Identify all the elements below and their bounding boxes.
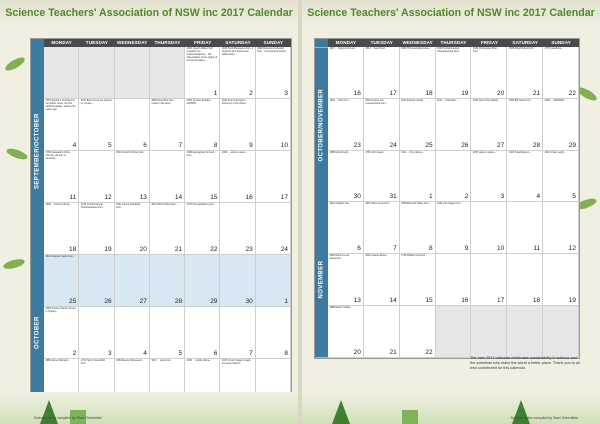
day-number: 16: [353, 89, 361, 97]
day-number: 6: [143, 142, 147, 149]
tree-icon: [40, 400, 58, 424]
day-cell: [400, 47, 436, 99]
day-cell: [471, 47, 507, 99]
day-number: 21: [532, 89, 541, 97]
day-note: [115, 47, 149, 48]
leaf-icon: [5, 146, 28, 161]
day-cell: [471, 202, 507, 254]
day-note: 1969 ... ARPANET...: [544, 98, 566, 102]
day-note: 1611 ... King James...: [401, 150, 425, 154]
day-note: 1833 Alfred Nobel born...: [151, 203, 178, 206]
day-cell: [79, 307, 114, 359]
day-number: 31: [389, 193, 397, 201]
day-note: [220, 255, 254, 256]
day-number: 4: [72, 142, 77, 149]
day-note: [44, 47, 78, 48]
day-number: 22: [425, 348, 433, 356]
day-cell: [115, 307, 150, 359]
day-cell: [328, 306, 364, 358]
day-note: [115, 99, 149, 100]
day-number: 25: [69, 298, 77, 305]
day-number: 17: [497, 297, 505, 305]
day-cell: [364, 202, 400, 254]
day-note: [150, 255, 184, 256]
day-number: 7: [393, 245, 397, 253]
day-number: 3: [500, 193, 505, 201]
tree-icon: [512, 400, 530, 424]
day-note: 1884 Eleanor Roosevelt...: [116, 359, 144, 362]
day-note: 1957 Sputnik 1 launched by the Soviet Union, the first artificial satellite, starting the space age.: [45, 99, 76, 111]
day-cell: [400, 306, 436, 358]
day-number: 3: [107, 350, 112, 357]
day-note: [364, 306, 399, 307]
day-note: 1957 Laika in space...: [472, 150, 497, 154]
day-number: 29: [210, 298, 218, 305]
day-number: 9: [464, 245, 469, 253]
day-header: SATURDAY: [220, 39, 255, 47]
day-cell: [185, 151, 220, 203]
day-cell: [543, 47, 579, 99]
day-header: TUESDAY: [79, 39, 114, 47]
day-note: [436, 151, 471, 152]
day-number: 1: [428, 193, 433, 201]
day-number: 20: [139, 246, 147, 253]
day-header: TUESDAY: [364, 39, 400, 47]
day-note: [436, 254, 471, 255]
day-number: 4: [536, 193, 541, 201]
day-note: 1889 Edwin Hubble...: [329, 306, 353, 310]
day-note: [507, 254, 542, 255]
day-cell: [150, 99, 185, 151]
day-note: [79, 151, 113, 152]
day-cell: [220, 99, 255, 151]
day-cell: [364, 306, 400, 358]
tree-icon: [332, 400, 350, 424]
day-number: 25: [425, 141, 433, 149]
day-number: 19: [461, 89, 469, 97]
day-note: 1867 Marie Curie born...: [365, 202, 392, 206]
day-cell: [44, 47, 79, 99]
day-number: 13: [139, 194, 147, 201]
day-note: [256, 359, 290, 360]
day-number: 7: [178, 142, 183, 149]
day-cell: [364, 99, 400, 151]
day-cell: [79, 203, 114, 255]
day-number: 5: [572, 193, 576, 201]
day-header: MONDAY: [44, 39, 79, 47]
day-number: 5: [178, 350, 183, 357]
day-number: 11: [69, 194, 77, 201]
day-note: 1937 ... electronic...: [151, 359, 173, 362]
day-note: [79, 47, 113, 48]
day-number: 30: [245, 298, 253, 305]
day-cell: [79, 151, 114, 203]
day-number: 11: [533, 245, 541, 253]
day-cell: [507, 99, 543, 151]
day-cell: [44, 203, 79, 255]
day-note: 1833 Alfred Nobel born...: [508, 47, 536, 50]
day-cell: [185, 203, 220, 255]
day-note: 1858 James Maxwell...: [45, 359, 70, 362]
day-cell: [328, 151, 364, 203]
day-cell: [436, 254, 472, 306]
header-corner: [31, 39, 44, 47]
day-note: 1939 ... Science Week...: [45, 203, 72, 206]
day-cell: [543, 151, 579, 203]
day-number: 8: [284, 350, 288, 357]
day-cell: [44, 151, 79, 203]
day-number: 26: [104, 298, 112, 305]
day-cell: [115, 203, 150, 255]
day-note: 1934 Carl Sagan born...: [437, 202, 463, 206]
day-number: 4: [143, 350, 147, 357]
day-cell: [256, 255, 291, 307]
day-note: 1738 William Herschel...: [401, 254, 427, 258]
day-note: 1999 ... science week...: [221, 151, 247, 154]
day-note: [185, 255, 219, 256]
leaf-icon: [2, 257, 25, 270]
day-cell: [471, 306, 507, 358]
day-note: [150, 307, 184, 308]
calendar-title: Science Teachers' Association of NSW inc 2017 Calendar: [307, 7, 595, 19]
day-number: 12: [104, 194, 112, 201]
day-number: 21: [389, 348, 397, 356]
day-note: 1795 John Keats...: [365, 150, 386, 154]
day-number: 12: [568, 245, 576, 253]
day-note: [256, 99, 290, 100]
day-header: SATURDAY: [507, 39, 543, 47]
day-note: [115, 255, 149, 256]
day-number: 15: [425, 297, 433, 305]
day-number: 17: [389, 89, 397, 97]
day-header: THURSDAY: [150, 39, 185, 47]
day-number: 28: [532, 141, 541, 149]
day-cell: [436, 151, 472, 203]
day-note: 1840 Henri Becquerel born, a physicist who discovered radioactivity...: [221, 47, 254, 56]
day-cell: [185, 47, 220, 99]
day-cell: [507, 47, 543, 99]
day-cell: [400, 202, 436, 254]
day-number: 6: [357, 245, 361, 253]
day-note: 1885 Niels Bohr born... model of the atom...: [151, 99, 176, 105]
calendar-title: Science Teachers' Association of NSW inc 2017 Calendar: [5, 7, 293, 19]
day-note: 1765 Alessandro Volta... chemist, pioneer of electricity...: [45, 151, 72, 160]
day-note: 1840 Claude Monet...: [365, 254, 389, 258]
day-number: 19: [568, 297, 576, 305]
day-note: 1811 Evariste Galois...: [401, 98, 426, 102]
day-note: 1922 Tutankhamun...: [508, 150, 532, 154]
day-cell: [256, 203, 291, 255]
day-number: 13: [353, 297, 361, 305]
day-number: 7: [249, 350, 253, 357]
day-note: 1797 parachute...: [544, 47, 564, 50]
day-note: 1995 Charles Darwin arrives in Sydney...: [45, 307, 76, 313]
house-icon: [402, 410, 418, 424]
day-note: [256, 151, 290, 152]
day-cell: [328, 47, 364, 99]
day-number: 10: [497, 245, 505, 253]
day-number: 16: [245, 194, 253, 201]
day-number: 1: [213, 90, 218, 97]
day-number: 6: [213, 350, 218, 357]
day-number: 21: [174, 246, 183, 253]
day-cell: [79, 255, 114, 307]
right-page: [302, 0, 600, 424]
day-number: 20: [497, 89, 505, 97]
day-header: WEDNESDAY: [400, 39, 436, 47]
day-note: [220, 307, 254, 308]
day-note: 1947 Chuck Yeager breaks the sound barrier...: [221, 359, 251, 365]
day-number: 18: [69, 246, 77, 253]
day-header: SUNDAY: [256, 39, 291, 47]
day-note: 1941 Bird tumors are caused by viruses...: [80, 99, 112, 105]
calendar-grid-right: [314, 38, 580, 359]
day-note: 1885 Ezra Pound...: [329, 150, 350, 154]
day-cell: [436, 306, 472, 358]
day-number: 19: [104, 246, 112, 253]
day-number: 2: [72, 350, 77, 357]
day-note: 1850 Robert Louis Stevenson...: [329, 254, 350, 261]
day-cell: [79, 47, 114, 99]
day-number: 8: [428, 245, 433, 253]
day-note: [436, 306, 471, 307]
day-note: [543, 254, 578, 255]
day-number: 18: [532, 297, 541, 305]
credit-text: Science dates compiled by Staci Greenfield: [510, 416, 578, 420]
day-note: 1656 Edmond Halley born...: [401, 202, 431, 206]
day-note: 1826 Rebecca Kozlowski born... theoretical physicist...: [257, 47, 288, 53]
day-cell: [507, 306, 543, 358]
day-note: [543, 306, 578, 307]
day-cell: [44, 307, 79, 359]
day-number: 23: [245, 246, 253, 253]
day-note: 1904 Jennifer Doudna... CRISPR...: [186, 99, 213, 105]
day-number: 23: [353, 141, 361, 149]
day-cell: [115, 99, 150, 151]
day-note: 1911 ... helicopter...: [437, 98, 458, 102]
day-number: 30: [353, 193, 361, 201]
day-number: 8: [213, 142, 218, 149]
day-note: 1821 Rudolf Virchow born...: [116, 151, 146, 154]
day-note: [115, 307, 149, 308]
day-header: MONDAY: [328, 39, 364, 47]
day-number: 5: [107, 142, 112, 149]
day-note: [543, 202, 578, 203]
day-number: 20: [353, 348, 361, 356]
day-number: 22: [210, 246, 218, 253]
day-note: [400, 306, 435, 307]
day-number: 3: [284, 90, 288, 97]
day-cell: [115, 151, 150, 203]
day-note: 1916 Joseph Walter Soil research into rockets/weaponry... His observations of the origins of forests and lakes...: [186, 47, 218, 62]
day-note: 1632 Christopher Wren born...: [472, 47, 498, 53]
day-cell: [436, 99, 472, 151]
day-note: [185, 307, 219, 308]
day-note: [79, 307, 113, 308]
day-cell: [256, 47, 291, 99]
month-label: OCTOBER: [31, 255, 44, 411]
day-note: 1940 ... Pele born...: [329, 98, 351, 102]
day-note: 1913 Vivien Leigh...: [544, 150, 566, 154]
day-cell: [507, 202, 543, 254]
day-number: 29: [568, 141, 576, 149]
day-cell: [115, 47, 150, 99]
day-header: SUNDAY: [543, 39, 579, 47]
day-note: 1814 Adolphe Sax...: [329, 202, 351, 206]
day-cell: [256, 99, 291, 151]
month-label: NOVEMBER: [315, 202, 328, 358]
month-label: SEPTEMBER/OCTOBER: [31, 47, 44, 255]
day-cell: [436, 47, 472, 99]
day-note: [79, 255, 113, 256]
day-note: 1731 Henry Cavendish born...: [80, 359, 106, 365]
day-cell: [471, 151, 507, 203]
day-cell: [328, 202, 364, 254]
day-note: [507, 202, 542, 203]
month-label: OCTOBER/NOVEMBER: [315, 47, 328, 202]
day-cell: [220, 151, 255, 203]
day-number: 27: [497, 141, 505, 149]
day-cell: [150, 203, 185, 255]
day-cell: [150, 47, 185, 99]
day-cell: [44, 255, 79, 307]
day-cell: [400, 151, 436, 203]
day-number: 1: [284, 298, 288, 305]
day-note: 1608 Evangelista Torricelli born...: [186, 151, 215, 157]
day-cell: [220, 307, 255, 359]
day-number: 28: [174, 298, 183, 305]
day-number: 15: [210, 194, 218, 201]
day-note: [471, 254, 506, 255]
day-cell: [543, 99, 579, 151]
calendar-grid-left: [30, 38, 292, 412]
day-cell: [400, 254, 436, 306]
day-note: 1632 Antonie van Leeuwenhoek born...: [365, 98, 388, 105]
day-cell: [507, 254, 543, 306]
day-cell: [115, 255, 150, 307]
left-page: [0, 0, 298, 424]
day-number: 24: [280, 246, 288, 253]
day-cell: [364, 254, 400, 306]
day-note: 1910 Subrahmanyan Chandrasekhar born...: [80, 203, 105, 209]
day-number: 14: [174, 194, 183, 201]
day-cell: [150, 151, 185, 203]
day-cell: [543, 254, 579, 306]
day-cell: [328, 254, 364, 306]
day-number: 27: [139, 298, 147, 305]
day-cell: [543, 306, 579, 358]
day-header: FRIDAY: [471, 39, 507, 47]
day-number: 10: [280, 142, 288, 149]
day-number: 14: [389, 297, 397, 305]
day-note: 1797 first parachute jump...: [186, 203, 216, 206]
day-note: [256, 255, 290, 256]
day-cell: [364, 151, 400, 203]
day-cell: [400, 99, 436, 151]
day-note: [471, 202, 506, 203]
day-note: 1955 Bill Gates born...: [508, 98, 533, 102]
day-cell: [507, 151, 543, 203]
day-number: 2: [249, 90, 253, 97]
day-note: [256, 203, 290, 204]
day-cell: [220, 203, 255, 255]
day-cell: [220, 255, 255, 307]
day-cell: [185, 99, 220, 151]
calendar-footnote: The men 2017 calendar celebrates sustainability in science and the scientists who make the world a better place. Thank you to all who contributed for this calendar.: [470, 356, 580, 370]
credit-text: Science dates compiled by Staci Greenfield: [34, 416, 102, 420]
day-cell: [150, 255, 185, 307]
day-cell: [79, 99, 114, 151]
day-note: 1811 Evariste Galois born...: [45, 255, 75, 258]
day-cell: [150, 307, 185, 359]
day-header: WEDNESDAY: [115, 39, 150, 47]
day-note: [150, 151, 184, 152]
day-number: 26: [461, 141, 469, 149]
day-cell: [220, 47, 255, 99]
day-header: FRIDAY: [185, 39, 220, 47]
day-number: 17: [280, 194, 288, 201]
day-note: 1904 New York subway...: [472, 98, 500, 102]
day-note: 1931 Thomas Edison dies...: [401, 47, 431, 50]
day-note: 1823 Peter Klemperer... discovery of the wheel...: [221, 99, 248, 105]
day-header: THURSDAY: [436, 39, 472, 47]
day-cell: [543, 202, 579, 254]
day-number: 2: [464, 193, 469, 201]
day-number: 18: [425, 89, 433, 97]
day-cell: [328, 99, 364, 151]
day-note: [256, 307, 290, 308]
day-note: 1814 ... beer flood...: [365, 47, 387, 50]
day-note: [507, 306, 542, 307]
day-cell: [364, 47, 400, 99]
leaf-icon: [3, 55, 26, 73]
day-cell: [185, 307, 220, 359]
day-cell: [471, 99, 507, 151]
header-corner: [315, 39, 328, 47]
day-cell: [471, 254, 507, 306]
day-number: 24: [389, 141, 397, 149]
day-note: 1910 Subrahmanyan Chandrasekhar born...: [437, 47, 461, 53]
day-cell: [44, 99, 79, 151]
day-cell: [256, 151, 291, 203]
day-number: 16: [461, 297, 469, 305]
day-note: 1983 ... mobile phone...: [186, 359, 212, 362]
day-note: [150, 47, 184, 48]
day-note: 1827 ... Sigmund Freud...: [329, 47, 357, 50]
day-number: 22: [568, 89, 576, 97]
day-number: 9: [249, 142, 253, 149]
day-cell: [436, 202, 472, 254]
day-note: [471, 306, 506, 307]
day-cell: [185, 255, 220, 307]
day-note: [220, 203, 254, 204]
day-note: 1891 James Chadwick born...: [116, 203, 141, 209]
day-cell: [256, 307, 291, 359]
